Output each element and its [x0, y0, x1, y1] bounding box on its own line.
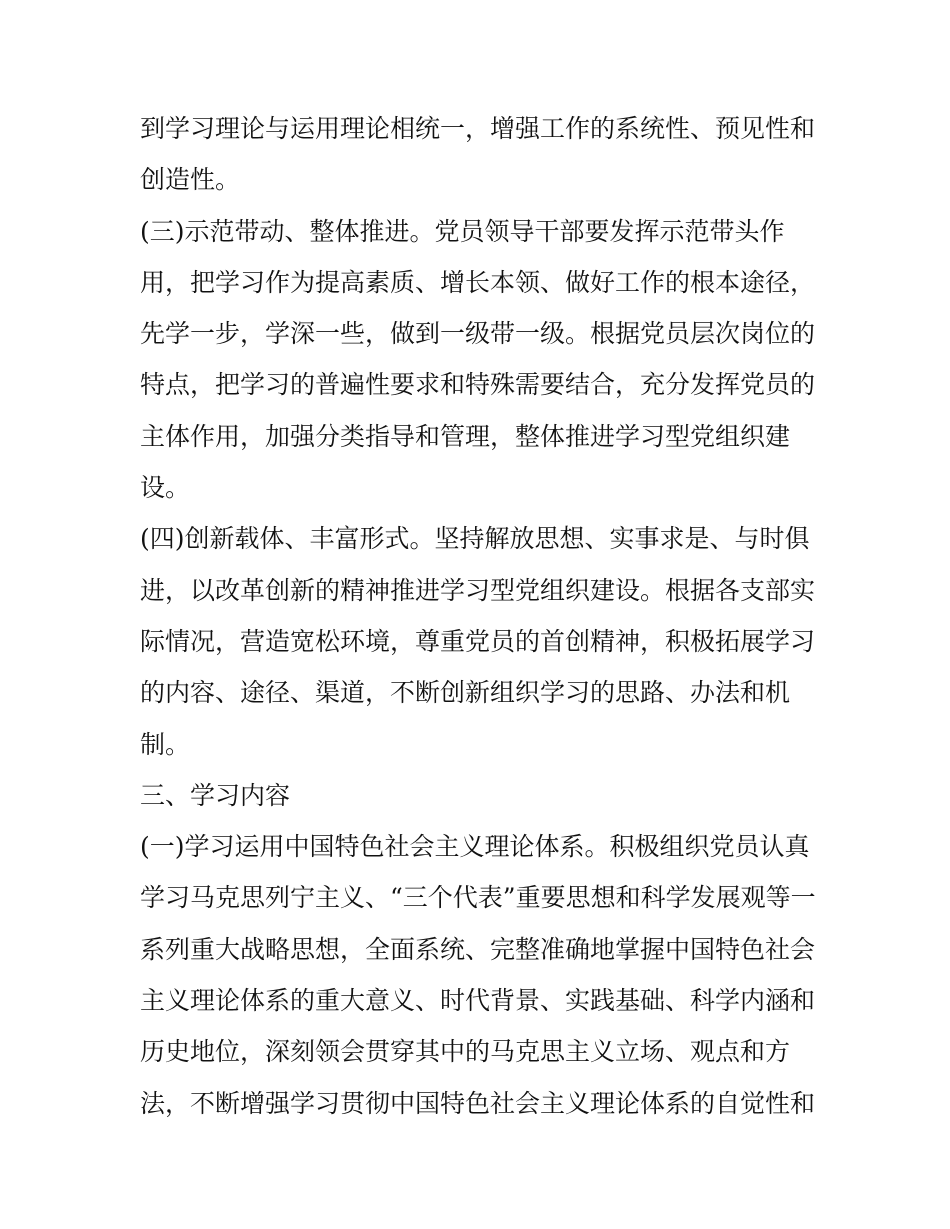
body-text — [140, 103, 820, 1129]
text-line: 制。 — [140, 729, 191, 759]
text-line: 历史地位，深刻领会贯穿其中的马克思主义立场、观点和方 — [140, 1037, 791, 1067]
text-line: 主义理论体系的重大意义、时代背景、实践基础、科学内涵和 — [140, 986, 816, 1016]
text-line: 特点，把学习的普遍性要求和特殊需要结合，充分发挥党员的 — [140, 370, 816, 400]
text-line: 主体作用，加强分类指导和管理，整体推进学习型党组织建 — [140, 421, 791, 451]
text-line: 系列重大战略思想，全面系统、完整准确地掌握中国特色社会 — [140, 934, 816, 964]
text-line: 先学一步，学深一些，做到一级带一级。根据党员层次岗位的 — [140, 319, 816, 349]
text-line: 法，不断增强学习贯彻中国特色社会主义理论体系的自觉性和 — [140, 1088, 816, 1118]
section-heading: 三、学习内容 — [140, 780, 291, 810]
text-line: (一)学习运用中国特色社会主义理论体系。积极组织党员认真 — [140, 832, 810, 862]
text-line: 创造性。 — [140, 165, 241, 195]
text-line: 际情况，营造宽松环境，尊重党员的首创精神，积极拓展学习 — [140, 626, 816, 656]
text-line: (三)示范带动、整体推进。党员领导干部要发挥示范带头作 — [140, 216, 785, 246]
text-line: 到学习理论与运用理论相统一，增强工作的系统性、预见性和 — [140, 114, 816, 143]
text-line: (四)创新载体、丰富形式。坚持解放思想、实事求是、与时俱 — [140, 524, 810, 554]
text-line: 的内容、途径、渠道，不断创新组织学习的思路、办法和机 — [140, 678, 791, 708]
text-line: 用，把学习作为提高素质、增长本领、做好工作的根本途径， — [140, 267, 816, 297]
text-line: 学习马克思列宁主义、“三个代表”重要思想和科学发展观等一 — [140, 883, 816, 913]
text-line: 进，以改革创新的精神推进学习型党组织建设。根据各支部实 — [140, 575, 816, 605]
text-line: 设。 — [140, 473, 191, 503]
